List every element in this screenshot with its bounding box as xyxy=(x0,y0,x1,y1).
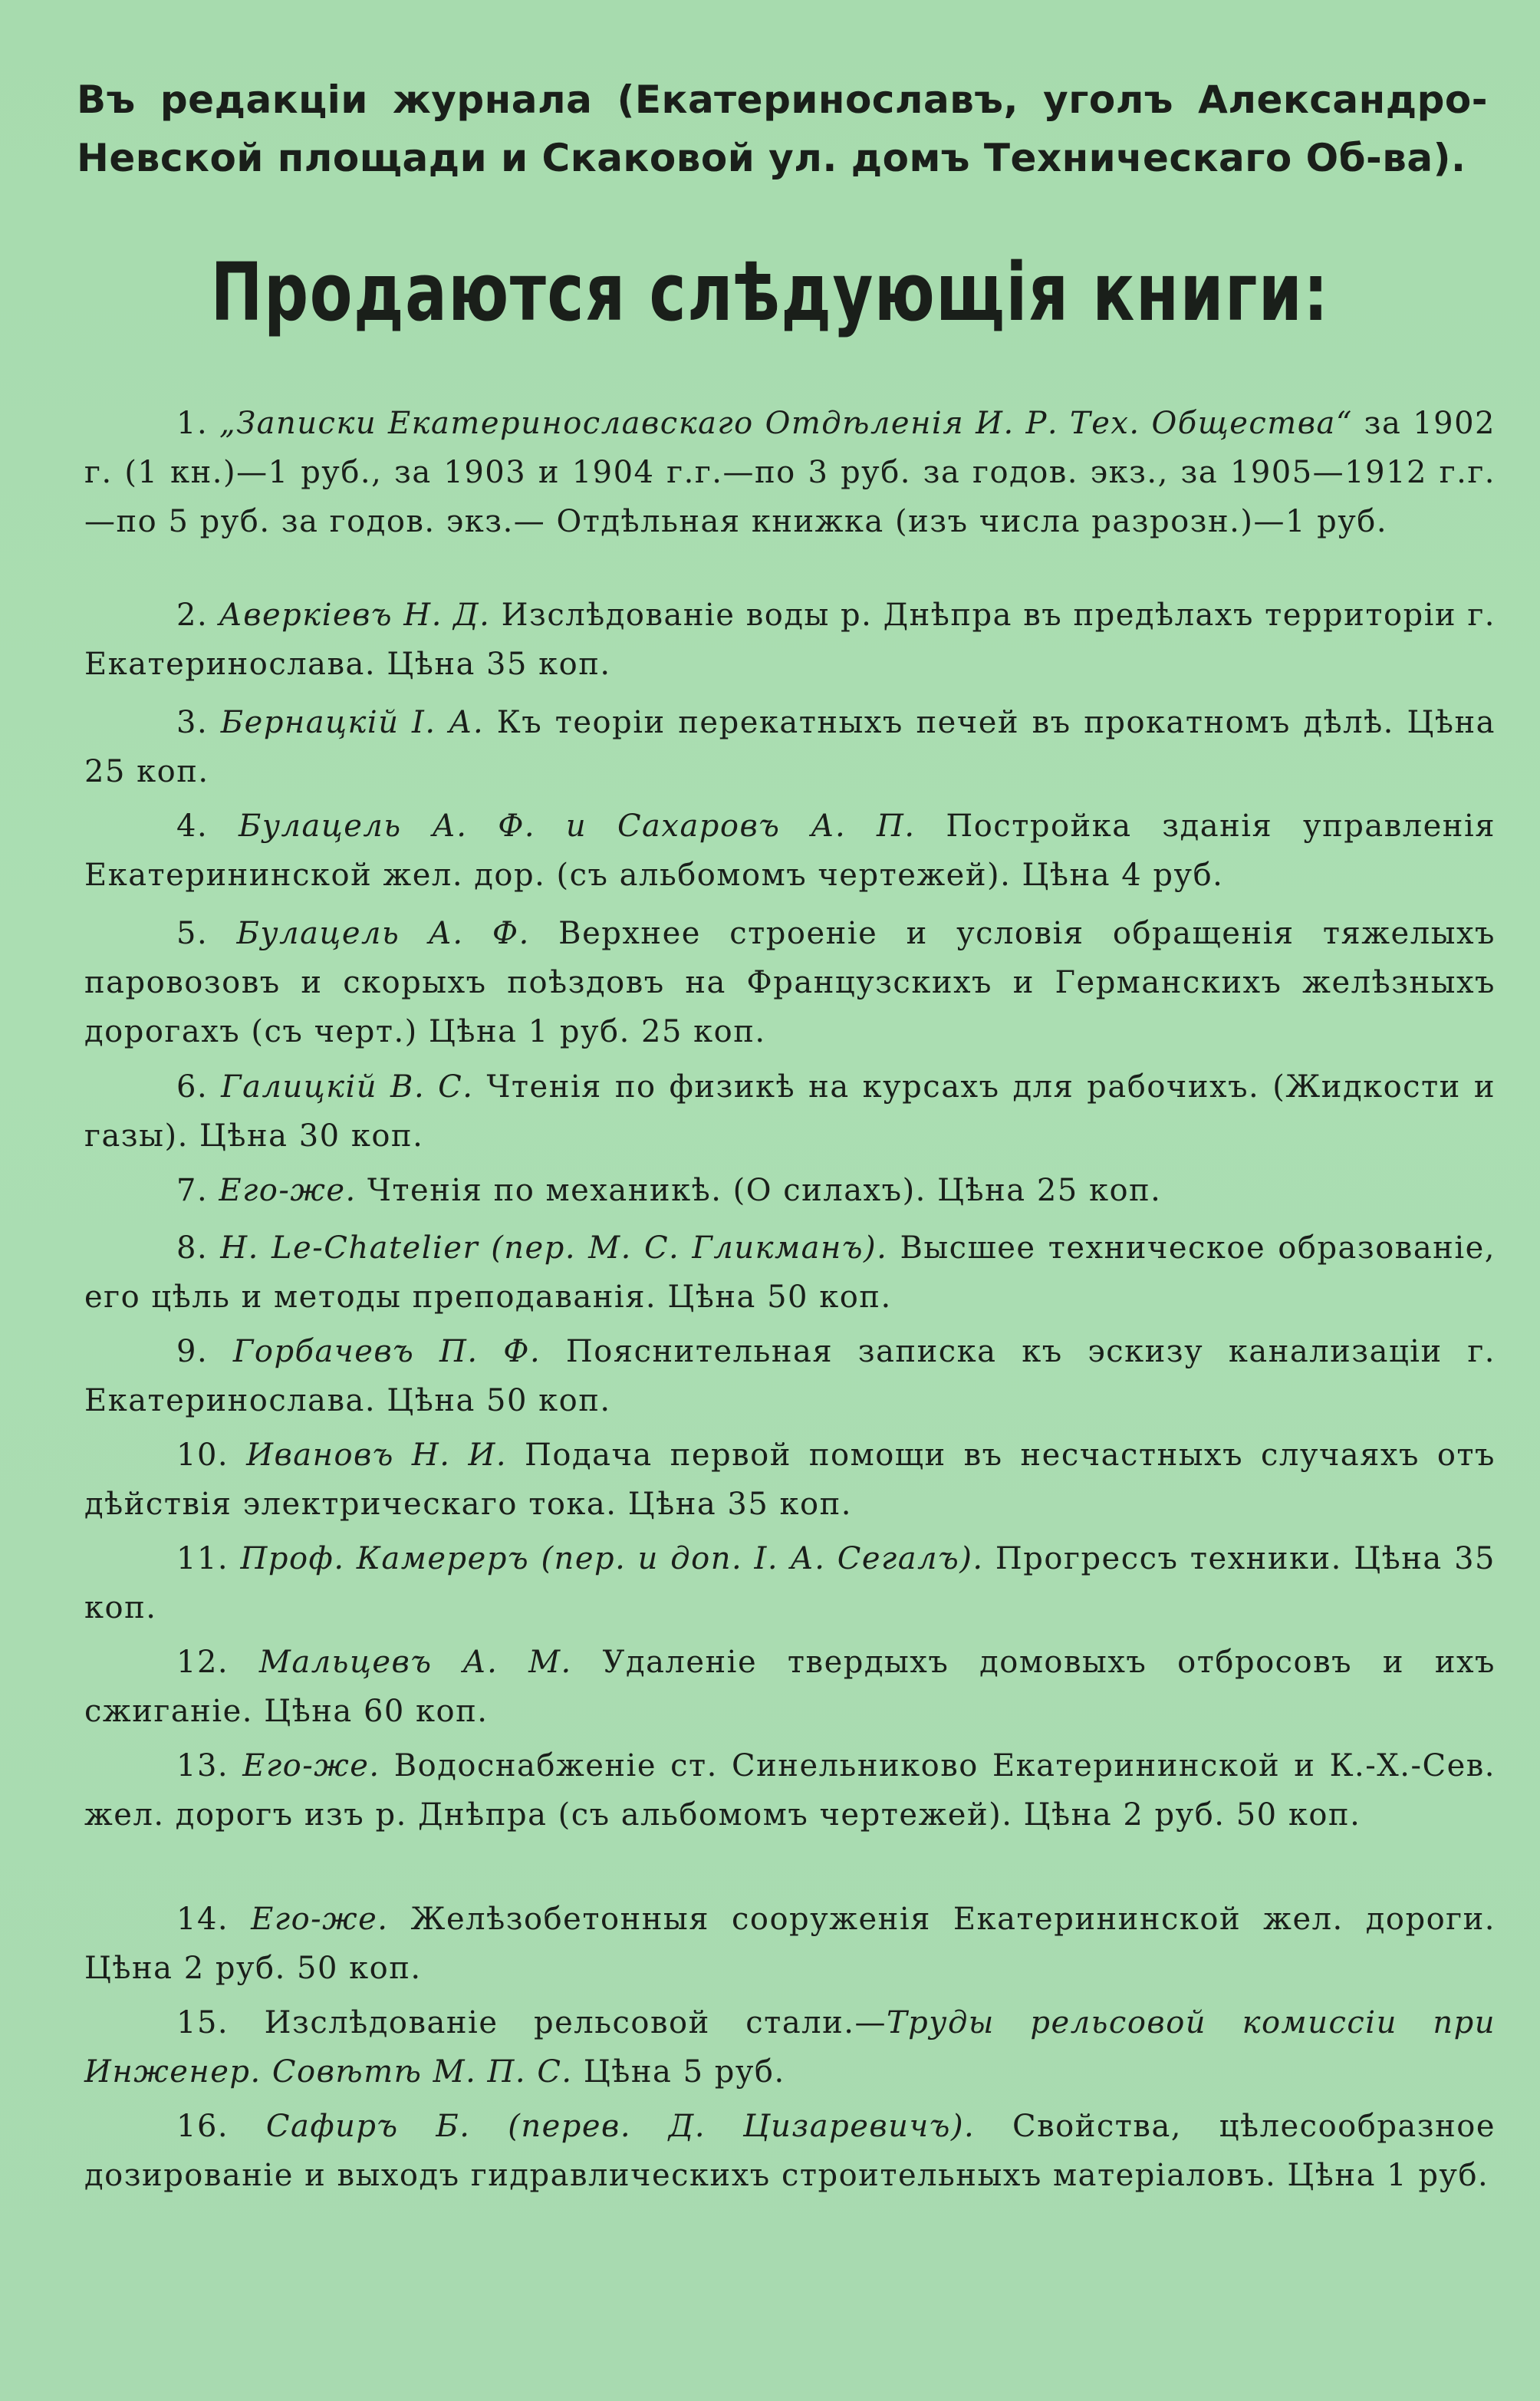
item-number: 1. xyxy=(176,406,220,441)
item-author: Аверкіевъ Н. Д. xyxy=(219,598,491,633)
book-item-14 xyxy=(84,1895,1496,1993)
item-author: Его-же. xyxy=(251,1902,389,1937)
book-item-11 xyxy=(84,1534,1496,1632)
page-title: Продаются слѣдующія книги: xyxy=(210,245,1330,339)
item-number: 12. xyxy=(176,1645,259,1680)
item-author: Ивановъ Н. И. xyxy=(246,1438,508,1473)
item-author: „Записки Екатеринославскаго Отдѣленія И. Р. Тех. Общества“ xyxy=(219,406,1353,441)
item-description: Пояснительная записка къ эскизу канализаціи г. Екатеринослава. Цѣна 50 коп. xyxy=(84,1334,1496,1418)
item-author: Булацель А. Ф. и Сахаровъ А. П. xyxy=(238,809,916,844)
item-author: Горбачевъ П. Ф. xyxy=(232,1334,541,1369)
item-description: Къ теоріи перекатныхъ печей въ прокатномъ дѣлѣ. Цѣна 25 коп. xyxy=(84,705,1496,789)
item-description: Верхнее строеніе и условія обращенія тяжелыхъ паровозовъ и скорыхъ поѣздовъ на Французскихъ и Германскихъ желѣзныхъ дорогахъ (съ черт.) Цѣна 1 руб. 25 коп. xyxy=(84,916,1496,1049)
item-author: Галицкій В. С. xyxy=(221,1069,474,1105)
item-description: Изслѣдованіе воды р. Днѣпра въ предѣлахъ территоріи г. Екатеринослава. Цѣна 35 коп. xyxy=(84,598,1496,682)
item-number: 3. xyxy=(176,705,221,740)
item-number: 2. xyxy=(176,598,219,633)
item-author: Н. Le-Chatelier (пер. М. С. Гликманъ). xyxy=(220,1230,888,1266)
item-author: Труды рельсовой комиссіи при Инженер. Совѣтѣ М. П. С. xyxy=(84,2005,1496,2090)
item-number: 7. xyxy=(176,1173,219,1208)
item-description: Чтенія по механикѣ. (О силахъ). Цѣна 25 коп. xyxy=(356,1173,1162,1208)
item-description: Желѣзобетонныя сооруженія Екатерининской жел. дороги. Цѣна 2 руб. 50 коп. xyxy=(84,1902,1496,1986)
item-author: Его-же. xyxy=(242,1748,380,1783)
book-item-6 xyxy=(84,1062,1496,1161)
item-description: Постройка зданія управленія Екатерининской жел. дор. (съ альбомомъ чертежей). Цѣна 4 руб. xyxy=(84,809,1496,893)
book-item-7 xyxy=(84,1166,1496,1215)
book-item-3 xyxy=(84,698,1496,796)
item-number: 5. xyxy=(176,916,237,951)
book-item-13 xyxy=(84,1741,1496,1839)
item-number: 14. xyxy=(176,1902,252,1937)
item-author: Бернацкій І. А. xyxy=(220,705,485,740)
item-number: 16. xyxy=(176,2109,266,2144)
book-item-5 xyxy=(84,909,1496,1056)
item-description: Подача первой помощи въ несчастныхъ случаяхъ отъ дѣйствія электрическаго тока. Цѣна 35 коп. xyxy=(84,1438,1496,1522)
book-item-15 xyxy=(84,1998,1496,2096)
book-item-1 xyxy=(84,399,1496,546)
book-item-2 xyxy=(84,591,1496,689)
item-description: Удаленіе твердыхъ домовыхъ отбросовъ и ихъ сжиганіе. Цѣна 60 коп. xyxy=(84,1645,1496,1729)
item-number: 8. xyxy=(176,1230,221,1266)
editorial-address: Въ редакціи журнала (Екатеринославъ, уголъ Александро-Невской площади и Скаковой ул. домъ Техническаго Об-ва). xyxy=(77,77,1488,180)
item-author: Булацель А. Ф. xyxy=(236,916,530,951)
item-number: 15. Изслѣдованіе рельсовой стали.— xyxy=(176,2005,887,2040)
book-item-16 xyxy=(84,2102,1496,2200)
item-number: 13. xyxy=(176,1748,243,1783)
book-item-12 xyxy=(84,1638,1496,1736)
item-description: Водоснабженіе ст. Синельниково Екатерининской и К.-Х.-Сев. жел. дорогъ изъ р. Днѣпра (съ альбомомъ чертежей). Цѣна 2 руб. 50 коп. xyxy=(84,1748,1496,1833)
item-number: 9. xyxy=(176,1334,233,1369)
book-item-4 xyxy=(84,802,1496,900)
item-number: 11. xyxy=(176,1541,241,1576)
item-number: 6. xyxy=(176,1069,222,1105)
item-description: за 1902 г. (1 кн.)—1 руб., за 1903 и 1904 г.г.—по 3 руб. за годов. экз., за 1905—1912 г.г.—по 5 руб. за годов. экз.— Отдѣльная книжка (изъ числа разрозн.)—1 руб. xyxy=(84,406,1496,539)
item-description: Цѣна 5 руб. xyxy=(572,2054,785,2090)
item-description: Прогрессъ техники. Цѣна 35 коп. xyxy=(84,1541,1496,1625)
item-author: Проф. Камереръ (пер. и доп. І. А. Сегалъ). xyxy=(240,1541,984,1576)
item-description: Высшее техническое образованіе, его цѣль и методы преподаванія. Цѣна 50 коп. xyxy=(84,1230,1496,1315)
book-item-8 xyxy=(84,1224,1496,1322)
item-author: Мальцевъ А. М. xyxy=(258,1645,572,1680)
book-item-9 xyxy=(84,1327,1496,1425)
item-description: Свойства, цѣлесообразное дозированіе и выходъ гидравлическихъ строительныхъ матеріаловъ. Цѣна 1 руб. xyxy=(84,2109,1496,2193)
item-author: Его-же. xyxy=(219,1173,357,1208)
item-number: 4. xyxy=(176,809,239,844)
item-author: Сафиръ Б. (перев. Д. Цизаревичъ). xyxy=(265,2109,976,2144)
item-number: 10. xyxy=(176,1438,247,1473)
item-description: Чтенія по физикѣ на курсахъ для рабочихъ. (Жидкости и газы). Цѣна 30 коп. xyxy=(84,1069,1496,1154)
book-item-10 xyxy=(84,1431,1496,1529)
